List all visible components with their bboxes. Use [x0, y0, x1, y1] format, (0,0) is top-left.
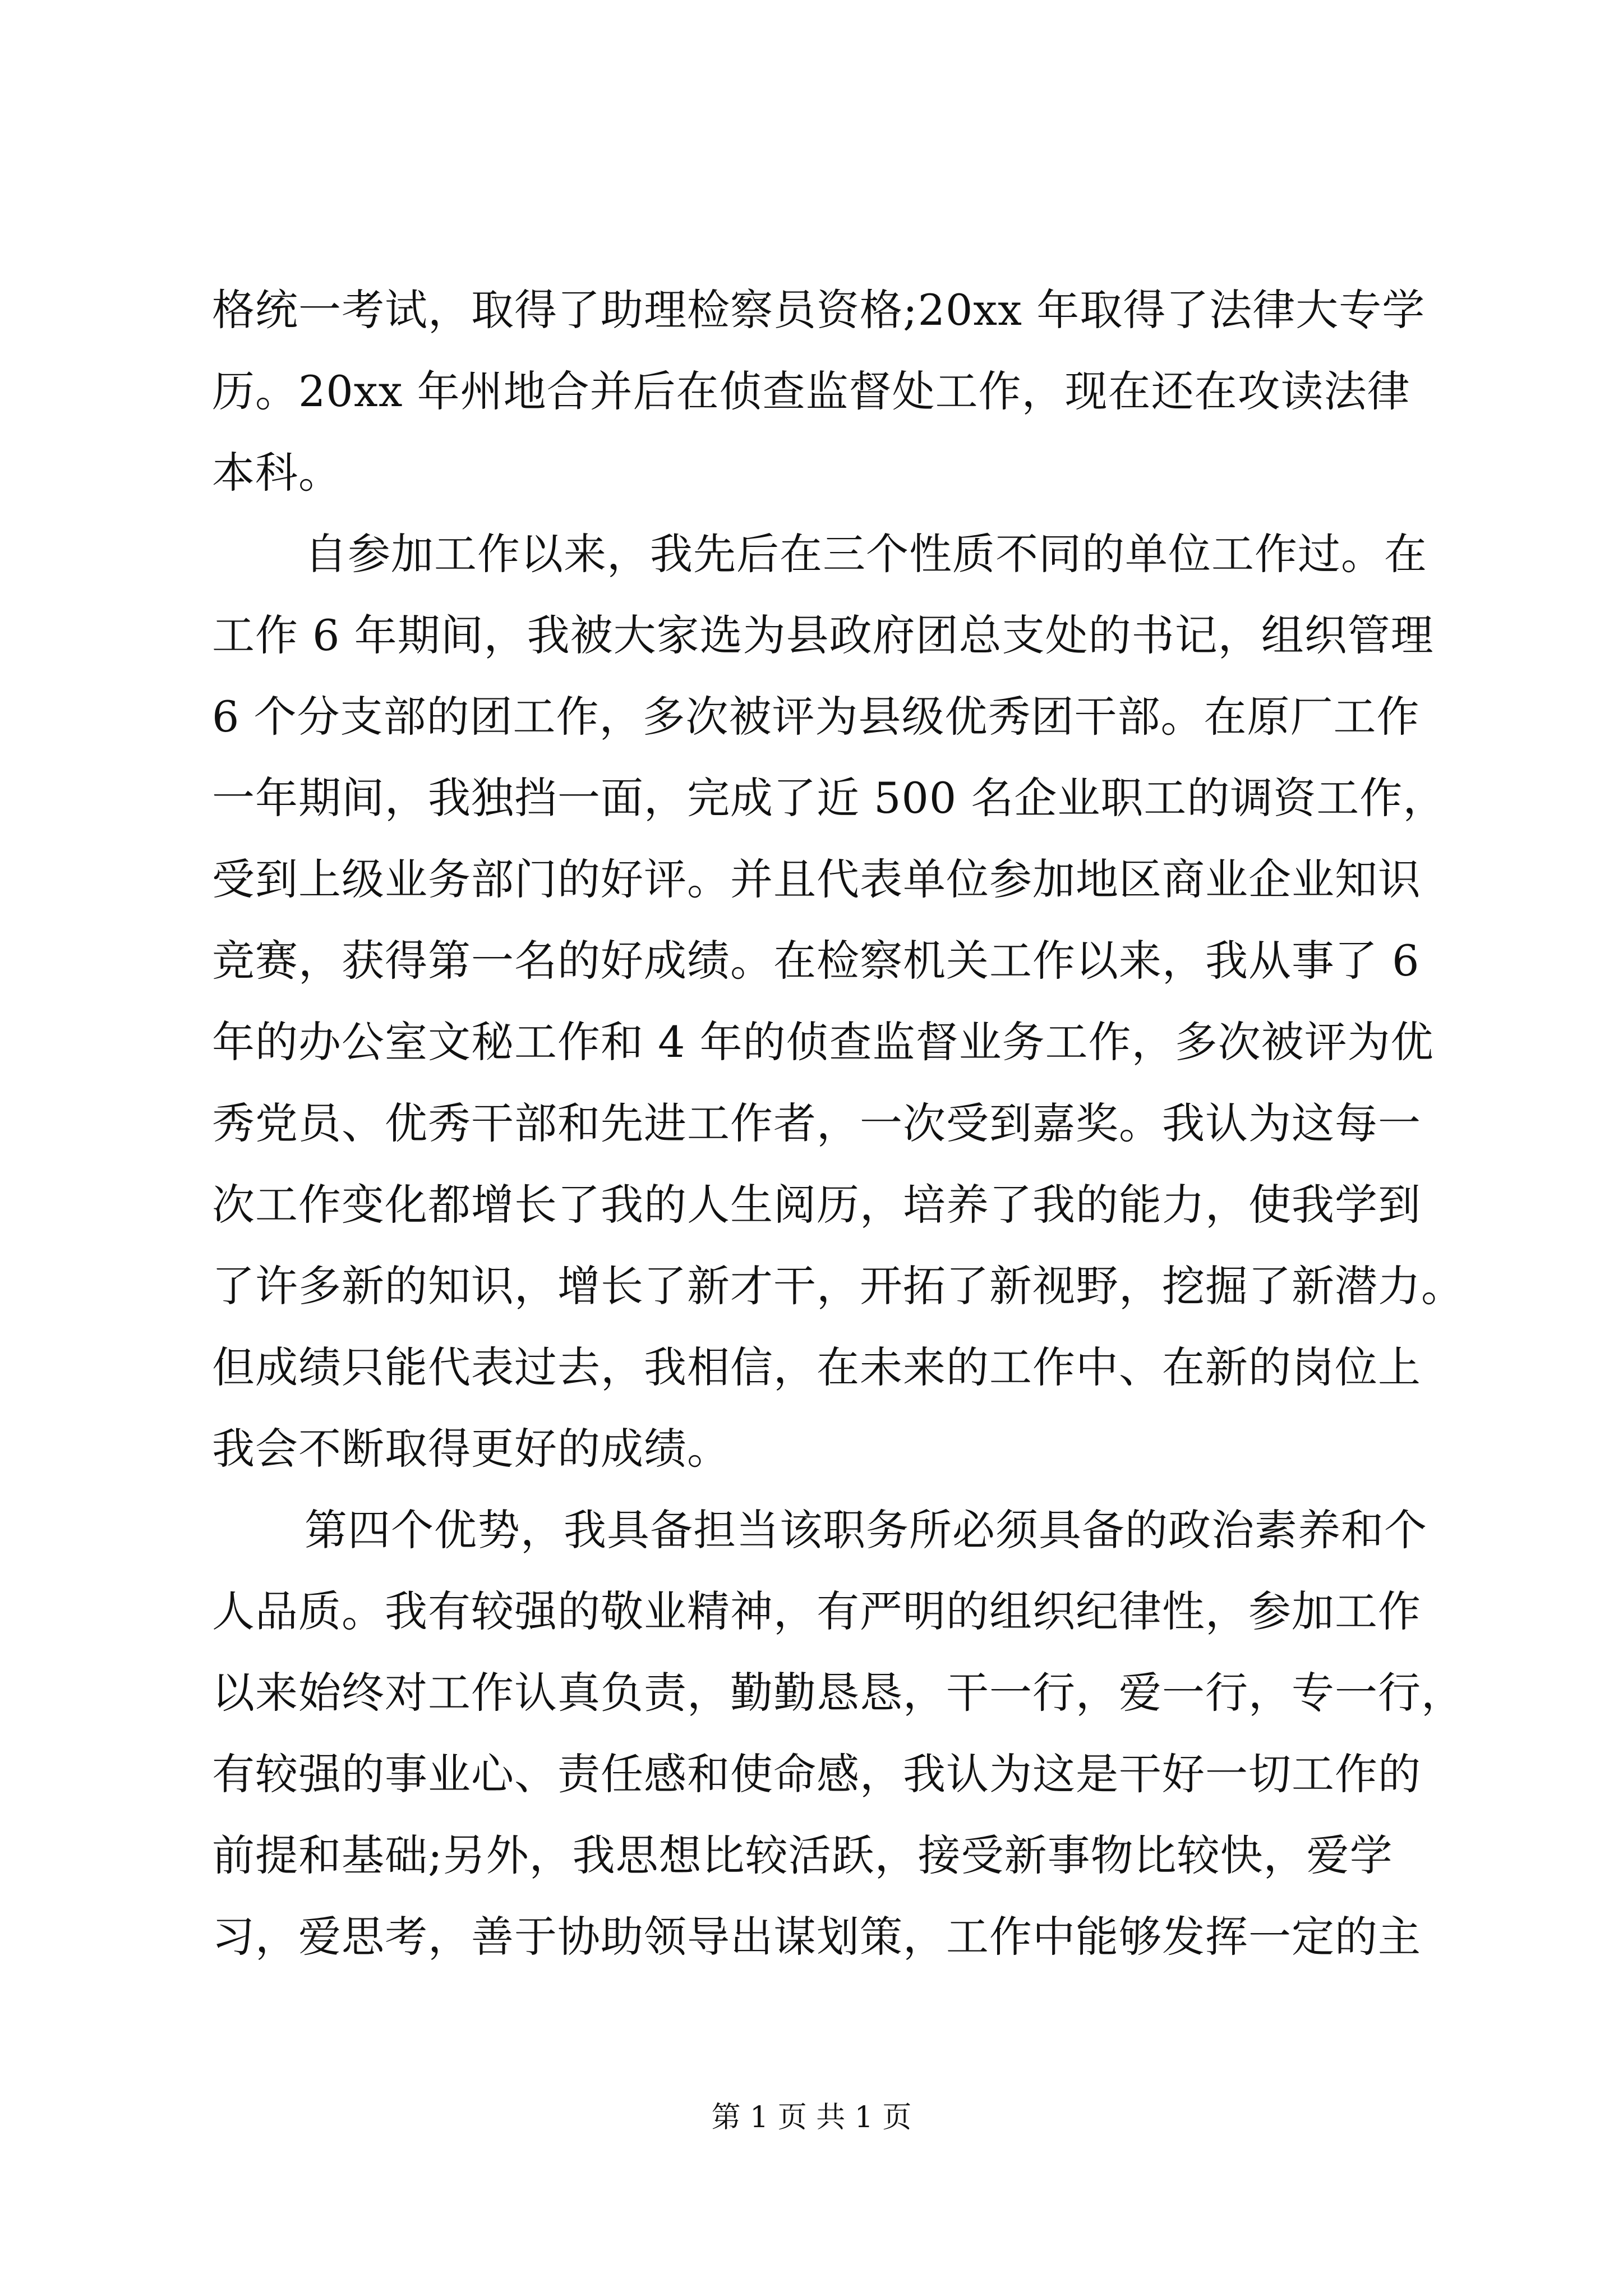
text-line: 工作 6 年期间，我被大家选为县政府团总支处的书记，组织管理	[212, 610, 1434, 660]
text-line: 本科。	[212, 448, 342, 498]
text-line: 习，爱思考，善于协助领导出谋划策，工作中能够发挥一定的主	[212, 1912, 1421, 1962]
text-line: 年的办公室文秘工作和 4 年的侦查监督业务工作，多次被评为优	[212, 1017, 1434, 1067]
text-line: 我会不断取得更好的成绩。	[212, 1424, 730, 1474]
text-line: 有较强的事业心、责任感和使命感，我认为这是干好一切工作的	[212, 1749, 1421, 1799]
paragraph-start-line: 第四个优势，我具备担当该职务所必须具备的政治素养和个	[305, 1505, 1427, 1555]
text-line: 一年期间，我独挡一面，完成了近 500 名企业职工的调资工作，	[212, 773, 1446, 823]
text-line: 格统一考试，取得了助理检察员资格;20xx 年取得了法律大专学	[212, 285, 1426, 335]
text-line: 次工作变化都增长了我的人生阅历，培养了我的能力，使我学到	[212, 1180, 1421, 1230]
text-line: 以来始终对工作认真负责，勤勤恳恳，干一行，爱一行，专一行，	[212, 1668, 1464, 1718]
text-line: 前提和基础;另外，我思想比较活跃，接受新事物比较快，爱学	[212, 1830, 1393, 1880]
text-line: 但成绩只能代表过去，我相信，在未来的工作中、在新的岗位上	[212, 1342, 1421, 1392]
text-line: 秀党员、优秀干部和先进工作者，一次受到嘉奖。我认为这每一	[212, 1098, 1421, 1148]
text-line: 人品质。我有较强的敬业精神，有严明的组织纪律性，参加工作	[212, 1586, 1421, 1636]
paragraph-start-line: 自参加工作以来，我先后在三个性质不同的单位工作过。在	[305, 529, 1427, 579]
text-line: 6 个分支部的团工作，多次被评为县级优秀团干部。在原厂工作	[212, 692, 1420, 742]
page-footer: 第 1 页 共 1 页	[711, 2101, 912, 2134]
text-line: 受到上级业务部门的好评。并且代表单位参加地区商业企业知识	[212, 854, 1421, 904]
text-line: 竞赛，获得第一名的好成绩。在检察机关工作以来，我从事了 6	[212, 936, 1420, 986]
text-line: 历。20xx 年州地合并后在侦查监督处工作，现在还在攻读法律	[212, 366, 1410, 416]
text-line: 了许多新的知识，增长了新才干，开拓了新视野，挖掘了新潜力。	[212, 1261, 1464, 1311]
